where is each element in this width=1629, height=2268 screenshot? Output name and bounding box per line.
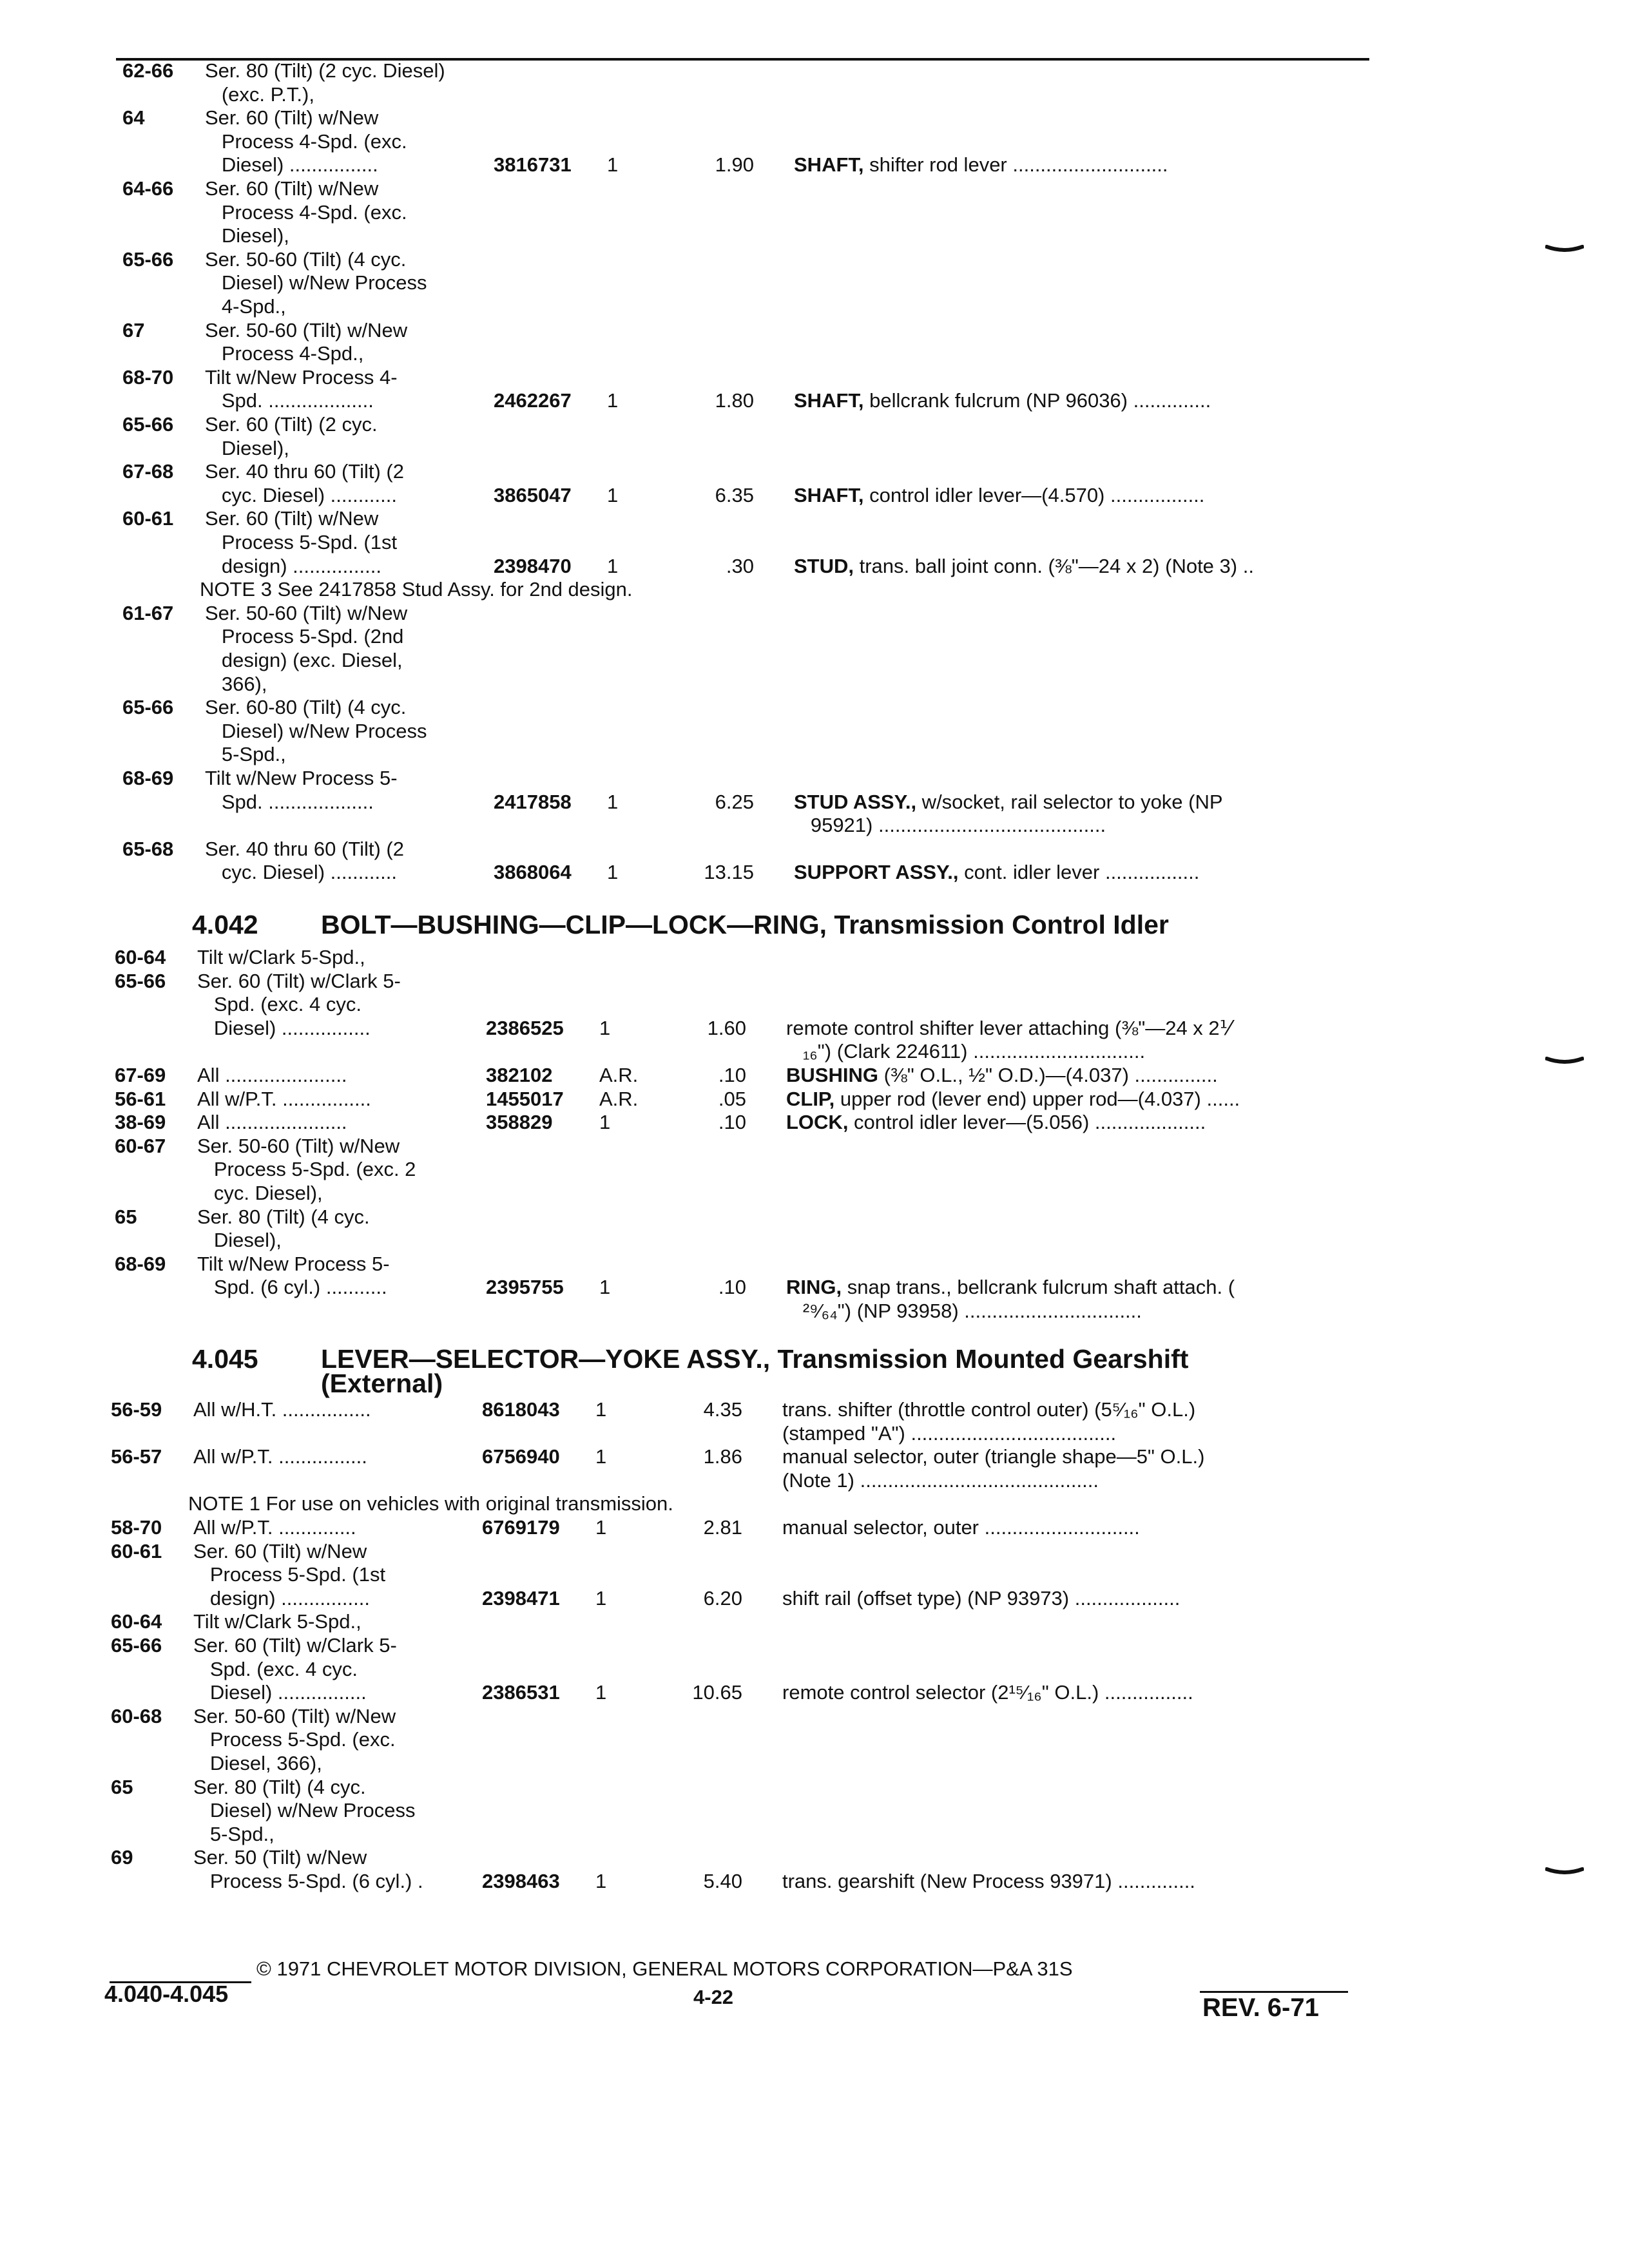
application: Ser. 50-60 (Tilt) (4 cyc. bbox=[205, 247, 407, 271]
price: 1.86 bbox=[703, 1445, 742, 1468]
description-text: ₁₆") (Clark 224611) ............................... bbox=[786, 1040, 1146, 1063]
description bbox=[786, 1040, 1145, 1063]
application: Ser. 40 thru 60 (Tilt) (2 bbox=[205, 837, 404, 860]
application: Spd. ................... bbox=[205, 389, 374, 412]
price: 4.35 bbox=[703, 1398, 742, 1421]
binding-mark bbox=[1545, 245, 1584, 254]
part-number: 2386525 bbox=[486, 1016, 564, 1039]
section-number: 4.045 bbox=[192, 1344, 258, 1374]
description-text: control idler lever—(5.056) .................... bbox=[848, 1111, 1206, 1134]
application: Spd. (exc. 4 cyc. bbox=[193, 1657, 358, 1680]
year-range: 67 bbox=[122, 318, 145, 341]
description-text: 95921) ......................................... bbox=[794, 814, 1106, 837]
description-text: upper rod (lever end) upper rod—(4.037) ...... bbox=[834, 1087, 1240, 1110]
application: Ser. 50 (Tilt) w/New bbox=[193, 1846, 367, 1869]
description-keyword: STUD, bbox=[794, 554, 854, 577]
application: Process 4-Spd., bbox=[205, 342, 364, 365]
application: 4-Spd., bbox=[205, 295, 286, 318]
part-number: 2417858 bbox=[494, 790, 572, 813]
quantity: 1 bbox=[595, 1870, 607, 1892]
year-range: 65-66 bbox=[122, 413, 174, 436]
quantity: 1 bbox=[595, 1516, 607, 1539]
description bbox=[782, 1422, 1116, 1445]
description-keyword: SHAFT, bbox=[794, 389, 864, 412]
application: All w/H.T. ................ bbox=[193, 1398, 371, 1421]
year-range: 38-69 bbox=[115, 1111, 166, 1134]
quantity: 1 bbox=[595, 1586, 607, 1610]
application: Diesel) ................ bbox=[205, 153, 378, 177]
price: 1.90 bbox=[715, 153, 754, 177]
part-number: 358829 bbox=[486, 1111, 553, 1134]
description-keyword: SHAFT, bbox=[794, 483, 864, 506]
application: Ser. 60 (Tilt) w/Clark 5- bbox=[193, 1634, 397, 1657]
application: Process 4-Spd. (exc. bbox=[205, 200, 407, 224]
application: Process 5-Spd. (6 cyl.) . bbox=[193, 1870, 423, 1892]
quantity: 1 bbox=[599, 1016, 611, 1039]
application: Diesel) ................ bbox=[197, 1016, 371, 1039]
application: design) (exc. Diesel, bbox=[205, 649, 403, 671]
application: Ser. 80 (Tilt) (2 cyc. Diesel) bbox=[205, 59, 445, 82]
part-number: 6769179 bbox=[482, 1516, 560, 1539]
year-range: 65-66 bbox=[122, 247, 174, 271]
application: Tilt w/New Process 5- bbox=[205, 767, 398, 789]
application: Spd. (6 cyl.) ........... bbox=[197, 1276, 387, 1299]
application: (exc. P.T.), bbox=[205, 82, 314, 106]
price: 6.25 bbox=[715, 790, 754, 813]
application: Ser. 50-60 (Tilt) w/New bbox=[193, 1704, 396, 1727]
year-range: 61-67 bbox=[122, 601, 174, 624]
application: Ser. 50-60 (Tilt) w/New bbox=[205, 318, 408, 341]
application: Process 4-Spd. (exc. bbox=[205, 130, 407, 153]
price: 6.35 bbox=[715, 483, 754, 506]
quantity: 1 bbox=[607, 554, 619, 577]
quantity: A.R. bbox=[599, 1064, 639, 1086]
description-text: (Note 1) ........................................... bbox=[782, 1468, 1099, 1492]
application: All w/P.T. ................ bbox=[197, 1087, 371, 1110]
application: Ser. 80 (Tilt) (4 cyc. bbox=[193, 1775, 366, 1798]
part-number: 3868064 bbox=[494, 861, 572, 884]
description bbox=[782, 1681, 1193, 1704]
binding-mark bbox=[1545, 1867, 1584, 1876]
application: Ser. 80 (Tilt) (4 cyc. bbox=[197, 1205, 370, 1228]
description bbox=[782, 1587, 1180, 1610]
description-text: control idler lever—(4.570) ................. bbox=[863, 483, 1205, 506]
year-range: 58-70 bbox=[111, 1516, 162, 1539]
application: cyc. Diesel) ............ bbox=[205, 483, 397, 506]
application: design) ................ bbox=[193, 1586, 370, 1610]
year-range: 65-66 bbox=[115, 969, 166, 992]
application: Ser. 60 (Tilt) w/Clark 5- bbox=[197, 969, 401, 992]
quantity: 1 bbox=[599, 1276, 611, 1299]
part-number: 2398470 bbox=[494, 554, 572, 577]
section-title-line2 bbox=[321, 1369, 443, 1398]
description-text: ²⁹⁄₆₄") (NP 93958) ................................ bbox=[786, 1300, 1142, 1322]
description-text: w/socket, rail selector to yoke (NP bbox=[916, 790, 1223, 813]
description-text: bellcrank fulcrum (NP 96036) .............. bbox=[863, 389, 1211, 412]
description-keyword: CLIP, bbox=[786, 1087, 835, 1110]
part-number: 1455017 bbox=[486, 1087, 564, 1110]
description bbox=[794, 861, 1199, 884]
application: Diesel) w/New Process bbox=[205, 271, 427, 294]
application: Diesel), bbox=[205, 436, 289, 459]
description-keyword: LOCK, bbox=[786, 1111, 849, 1134]
year-range: 56-57 bbox=[111, 1445, 162, 1468]
application: 5-Spd., bbox=[205, 743, 286, 766]
footer-page-number: 4-22 bbox=[693, 1986, 734, 2008]
year-range: 64-66 bbox=[122, 177, 174, 200]
application: Spd. ................... bbox=[205, 790, 374, 813]
application: 366), bbox=[205, 672, 267, 695]
part-number: 3816731 bbox=[494, 153, 572, 177]
description-keyword: SUPPORT ASSY., bbox=[794, 861, 959, 884]
section-title: LEVER—SELECTOR—YOKE ASSY., Transmission Mounted Gearshift bbox=[321, 1344, 1189, 1374]
part-number: 8618043 bbox=[482, 1398, 560, 1421]
description bbox=[782, 1469, 1099, 1492]
application: Diesel, 366), bbox=[193, 1752, 322, 1774]
quantity: 1 bbox=[607, 790, 619, 813]
part-number: 2398471 bbox=[482, 1586, 560, 1610]
description-text: (stamped "A") ..................................... bbox=[782, 1421, 1117, 1445]
application: Diesel), bbox=[205, 224, 289, 247]
description bbox=[786, 1017, 1231, 1040]
price: 6.20 bbox=[703, 1586, 742, 1610]
price: 5.40 bbox=[703, 1870, 742, 1892]
price: 1.60 bbox=[707, 1016, 746, 1039]
part-number: 2462267 bbox=[494, 389, 572, 412]
part-number: 2386531 bbox=[482, 1681, 560, 1704]
application: Diesel) w/New Process bbox=[193, 1799, 416, 1822]
year-range: 68-69 bbox=[115, 1252, 166, 1275]
description bbox=[794, 814, 1106, 837]
part-number: 3865047 bbox=[494, 483, 572, 506]
section-number: 4.042 bbox=[192, 910, 258, 939]
description-keyword: RING, bbox=[786, 1276, 842, 1299]
year-range: 62-66 bbox=[122, 59, 174, 82]
footer-rule-right bbox=[1200, 1991, 1348, 1993]
application: Tilt w/Clark 5-Spd., bbox=[193, 1610, 361, 1633]
year-range: 60-67 bbox=[115, 1134, 166, 1157]
description bbox=[782, 1445, 1204, 1468]
description-text: remote control shifter lever attaching (⅜"—24 x 2⅟ bbox=[786, 1016, 1231, 1039]
note-line: NOTE 3 See 2417858 Stud Assy. for 2nd design. bbox=[200, 578, 633, 601]
year-range: 60-61 bbox=[111, 1539, 162, 1562]
application: Ser. 40 thru 60 (Tilt) (2 bbox=[205, 460, 404, 483]
quantity: 1 bbox=[599, 1111, 611, 1134]
year-range: 60-68 bbox=[111, 1704, 162, 1727]
price: 13.15 bbox=[704, 861, 754, 884]
application: Ser. 60 (Tilt) w/New bbox=[205, 507, 379, 530]
description-keyword: STUD ASSY., bbox=[794, 790, 917, 813]
price: .10 bbox=[718, 1111, 746, 1134]
quantity: 1 bbox=[607, 861, 619, 884]
description-text: trans. ball joint conn. (⅜"—24 x 2) (Note 3) .. bbox=[854, 554, 1254, 577]
description bbox=[782, 1516, 1140, 1539]
description-keyword: SHAFT, bbox=[794, 153, 864, 177]
part-number: 382102 bbox=[486, 1064, 553, 1086]
description-text: manual selector, outer ............................ bbox=[782, 1516, 1140, 1539]
description-text: trans. shifter (throttle control outer) (5⁵⁄₁₆" O.L.) bbox=[782, 1398, 1196, 1421]
quantity: 1 bbox=[595, 1445, 607, 1468]
application: Ser. 60 (Tilt) w/New bbox=[205, 177, 379, 200]
description bbox=[794, 791, 1223, 814]
footer-copyright: © 1971 CHEVROLET MOTOR DIVISION, GENERAL MOTORS CORPORATION—P&A 31S bbox=[256, 1957, 1073, 1980]
year-range: 65-66 bbox=[111, 1634, 162, 1657]
quantity: 1 bbox=[595, 1681, 607, 1704]
year-range: 65 bbox=[115, 1205, 137, 1228]
application: Ser. 60 (Tilt) w/New bbox=[205, 106, 379, 130]
description-text: shifter rod lever ............................ bbox=[863, 153, 1168, 177]
description-text: manual selector, outer (triangle shape—5" O.L.) bbox=[782, 1445, 1205, 1468]
description bbox=[786, 1300, 1142, 1323]
price: 10.65 bbox=[692, 1681, 742, 1704]
note-line: NOTE 1 For use on vehicles with original transmission. bbox=[188, 1492, 673, 1515]
quantity: 1 bbox=[595, 1398, 607, 1421]
application: cyc. Diesel) ............ bbox=[205, 861, 397, 884]
binding-mark bbox=[1545, 1057, 1584, 1066]
application: Tilt w/New Process 5- bbox=[197, 1252, 390, 1275]
section-title-line2-text: (External) bbox=[321, 1369, 443, 1398]
price: .10 bbox=[718, 1064, 746, 1086]
description bbox=[794, 555, 1254, 578]
application: Process 5-Spd. (1st bbox=[193, 1563, 386, 1586]
application: Ser. 60 (Tilt) w/New bbox=[193, 1539, 367, 1562]
description-text: trans. gearshift (New Process 93971) .............. bbox=[782, 1870, 1195, 1892]
year-range: 60-61 bbox=[122, 507, 174, 530]
application: Process 5-Spd. (2nd bbox=[205, 625, 404, 648]
description-keyword: BUSHING bbox=[786, 1064, 878, 1086]
year-range: 67-68 bbox=[122, 460, 174, 483]
description bbox=[782, 1870, 1195, 1893]
description bbox=[786, 1088, 1240, 1111]
year-range: 68-70 bbox=[122, 365, 174, 389]
description-text: snap trans., bellcrank fulcrum shaft attach. ( bbox=[842, 1276, 1235, 1299]
description bbox=[794, 484, 1204, 507]
description bbox=[786, 1064, 1218, 1087]
year-range: 69 bbox=[111, 1846, 133, 1869]
application: Diesel) ................ bbox=[193, 1681, 367, 1704]
price: 2.81 bbox=[703, 1516, 742, 1539]
application: Ser. 60 (Tilt) (2 cyc. bbox=[205, 413, 378, 436]
description bbox=[782, 1398, 1195, 1421]
description bbox=[786, 1111, 1206, 1134]
description bbox=[794, 153, 1168, 177]
application: Spd. (exc. 4 cyc. bbox=[197, 993, 361, 1016]
year-range: 56-61 bbox=[115, 1087, 166, 1110]
quantity: A.R. bbox=[599, 1087, 639, 1110]
application: All ...................... bbox=[197, 1064, 347, 1086]
application: design) ................ bbox=[205, 554, 381, 577]
application: Diesel) w/New Process bbox=[205, 719, 427, 742]
application: Tilt w/Clark 5-Spd., bbox=[197, 946, 365, 968]
description bbox=[794, 389, 1211, 412]
footer-revision: REV. 6-71 bbox=[1202, 1994, 1319, 2022]
year-range: 65-68 bbox=[122, 837, 174, 860]
application: Process 5-Spd. (exc. 2 bbox=[197, 1158, 416, 1181]
description-text: shift rail (offset type) (NP 93973) ................... bbox=[782, 1586, 1181, 1610]
application: 5-Spd., bbox=[193, 1822, 275, 1845]
part-number: 2395755 bbox=[486, 1276, 564, 1299]
application: Process 5-Spd. (1st bbox=[205, 531, 398, 553]
application: Ser. 60-80 (Tilt) (4 cyc. bbox=[205, 696, 407, 719]
section-title: BOLT—BUSHING—CLIP—LOCK—RING, Transmission Control Idler bbox=[321, 910, 1169, 939]
price: .30 bbox=[726, 554, 754, 577]
application: All ...................... bbox=[197, 1111, 347, 1134]
description-text: (⅜" O.L., ½" O.D.)—(4.037) ............... bbox=[878, 1064, 1218, 1086]
year-range: 60-64 bbox=[111, 1610, 162, 1633]
application: All w/P.T. .............. bbox=[193, 1516, 356, 1539]
year-range: 64 bbox=[122, 106, 145, 130]
application: cyc. Diesel), bbox=[197, 1182, 323, 1204]
section-heading-4-042 bbox=[192, 910, 1169, 939]
application: Ser. 50-60 (Tilt) w/New bbox=[205, 601, 408, 624]
quantity: 1 bbox=[607, 153, 619, 177]
application: Process 5-Spd. (exc. bbox=[193, 1728, 396, 1751]
year-range: 68-69 bbox=[122, 767, 174, 789]
year-range: 65 bbox=[111, 1775, 133, 1798]
description bbox=[786, 1276, 1235, 1299]
price: 1.80 bbox=[715, 389, 754, 412]
year-range: 60-64 bbox=[115, 946, 166, 968]
description-text: cont. idler lever ................. bbox=[958, 861, 1200, 884]
quantity: 1 bbox=[607, 389, 619, 412]
application: Diesel), bbox=[197, 1229, 282, 1252]
price: .10 bbox=[718, 1276, 746, 1299]
application: All w/P.T. ................ bbox=[193, 1445, 367, 1468]
year-range: 56-59 bbox=[111, 1398, 162, 1421]
price: .05 bbox=[718, 1087, 746, 1110]
year-range: 65-66 bbox=[122, 696, 174, 719]
description-text: remote control selector (2¹⁵⁄₁₆" O.L.) ................ bbox=[782, 1681, 1193, 1704]
part-number: 6756940 bbox=[482, 1445, 560, 1468]
part-number: 2398463 bbox=[482, 1870, 560, 1892]
year-range: 67-69 bbox=[115, 1064, 166, 1086]
application: Tilt w/New Process 4- bbox=[205, 365, 398, 389]
application: Ser. 50-60 (Tilt) w/New bbox=[197, 1134, 400, 1157]
quantity: 1 bbox=[607, 483, 619, 506]
footer-section-range: 4.040-4.045 bbox=[104, 1981, 229, 2007]
